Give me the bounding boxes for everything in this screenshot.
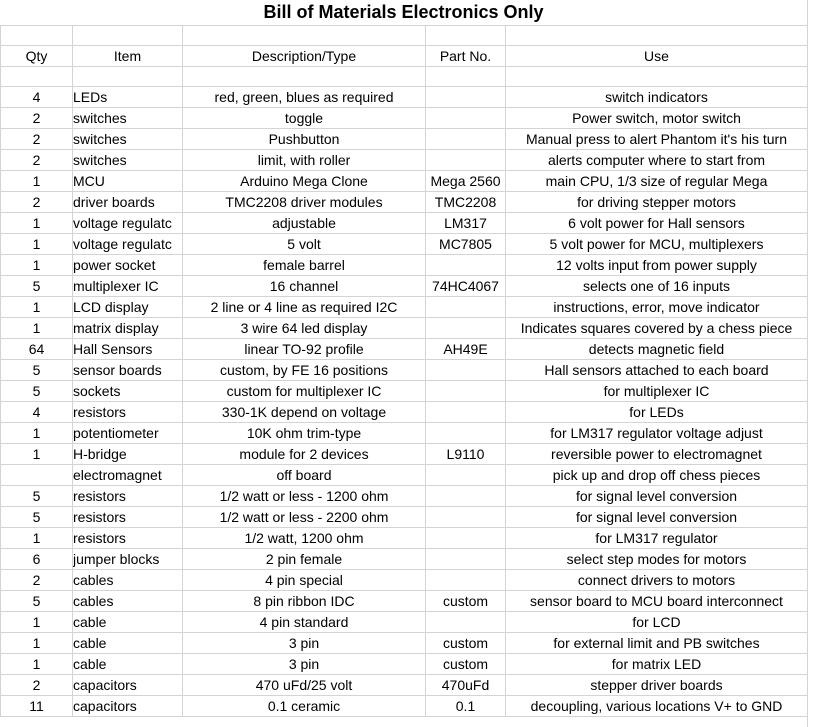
column-gridline: [807, 0, 828, 727]
description-cell[interactable]: Pushbutton: [183, 129, 426, 150]
part-cell[interactable]: MC7805: [426, 234, 506, 255]
part-cell[interactable]: 0.1: [426, 696, 506, 717]
table-row: [1, 402, 808, 423]
cell[interactable]: [506, 67, 808, 87]
item-cell[interactable]: driver boards: [73, 192, 183, 213]
table-row: [1, 633, 808, 654]
item-cell[interactable]: LEDs: [73, 87, 183, 108]
use-cell[interactable]: connect drivers to motors: [506, 570, 808, 591]
use-cell[interactable]: for LM317 regulator voltage adjust: [506, 423, 808, 444]
use-cell[interactable]: for multiplexer IC: [506, 381, 808, 402]
item-cell[interactable]: cable: [73, 633, 183, 654]
header-row: [1, 46, 808, 67]
item-cell[interactable]: capacitors: [73, 696, 183, 717]
bom-table: [0, 25, 808, 717]
item-cell[interactable]: multiplexer IC: [73, 276, 183, 297]
qty-cell[interactable]: 6: [1, 549, 73, 570]
qty-cell[interactable]: 5: [1, 360, 73, 381]
use-cell[interactable]: 12 volts input from power supply: [506, 255, 808, 276]
qty-cell[interactable]: 5: [1, 591, 73, 612]
header-item[interactable]: Item: [73, 46, 183, 67]
part-cell[interactable]: [426, 318, 506, 339]
item-cell[interactable]: jumper blocks: [73, 549, 183, 570]
item-cell[interactable]: potentiometer: [73, 423, 183, 444]
table-row: [1, 570, 808, 591]
part-cell[interactable]: [426, 129, 506, 150]
item-cell[interactable]: resistors: [73, 507, 183, 528]
use-cell[interactable]: main CPU, 1/3 size of regular Mega: [506, 171, 808, 192]
item-cell[interactable]: electromagnet: [73, 465, 183, 486]
part-cell[interactable]: [426, 549, 506, 570]
description-cell[interactable]: custom for multiplexer IC: [183, 381, 426, 402]
description-cell[interactable]: 330-1K depend on voltage: [183, 402, 426, 423]
qty-cell[interactable]: 2: [1, 108, 73, 129]
blank-row: [1, 67, 808, 87]
item-cell[interactable]: cable: [73, 612, 183, 633]
sheet-title: Bill of Materials Electronics Only: [263, 2, 544, 22]
use-cell[interactable]: for LCD: [506, 612, 808, 633]
cell[interactable]: [1, 26, 73, 46]
use-cell[interactable]: alerts computer where to start from: [506, 150, 808, 171]
part-cell[interactable]: [426, 570, 506, 591]
cell[interactable]: [183, 26, 426, 46]
part-cell[interactable]: [426, 150, 506, 171]
part-cell[interactable]: Mega 2560: [426, 171, 506, 192]
part-cell[interactable]: LM317: [426, 213, 506, 234]
use-cell[interactable]: for LEDs: [506, 402, 808, 423]
part-cell[interactable]: [426, 423, 506, 444]
table-row: [1, 129, 808, 150]
table-row: [1, 591, 808, 612]
description-cell[interactable]: 4 pin special: [183, 570, 426, 591]
item-cell[interactable]: switches: [73, 108, 183, 129]
use-cell[interactable]: sensor board to MCU board interconnect: [506, 591, 808, 612]
qty-cell[interactable]: 1: [1, 612, 73, 633]
item-cell[interactable]: MCU: [73, 171, 183, 192]
cell[interactable]: [183, 67, 426, 87]
use-cell[interactable]: selects one of 16 inputs: [506, 276, 808, 297]
qty-cell[interactable]: 2: [1, 150, 73, 171]
item-cell[interactable]: resistors: [73, 402, 183, 423]
description-cell[interactable]: toggle: [183, 108, 426, 129]
qty-cell[interactable]: 1: [1, 255, 73, 276]
use-cell[interactable]: decoupling, various locations V+ to GND: [506, 696, 808, 717]
description-cell[interactable]: 8 pin ribbon IDC: [183, 591, 426, 612]
qty-cell[interactable]: 1: [1, 528, 73, 549]
qty-cell[interactable]: 64: [1, 339, 73, 360]
table-row: [1, 234, 808, 255]
table-row: [1, 444, 808, 465]
description-cell[interactable]: adjustable: [183, 213, 426, 234]
table-row: [1, 339, 808, 360]
part-cell[interactable]: 470uFd: [426, 675, 506, 696]
description-cell[interactable]: linear TO-92 profile: [183, 339, 426, 360]
description-cell[interactable]: 10K ohm trim-type: [183, 423, 426, 444]
use-cell[interactable]: pick up and drop off chess pieces: [506, 465, 808, 486]
item-cell[interactable]: H-bridge: [73, 444, 183, 465]
qty-cell[interactable]: 1: [1, 171, 73, 192]
use-cell[interactable]: switch indicators: [506, 87, 808, 108]
description-cell[interactable]: 3 wire 64 led display: [183, 318, 426, 339]
part-cell[interactable]: custom: [426, 591, 506, 612]
item-cell[interactable]: capacitors: [73, 675, 183, 696]
header-qty[interactable]: Qty: [1, 46, 73, 67]
table-row: [1, 675, 808, 696]
use-cell[interactable]: stepper driver boards: [506, 675, 808, 696]
use-cell[interactable]: Indicates squares covered by a chess piece: [506, 318, 808, 339]
item-cell[interactable]: Hall Sensors: [73, 339, 183, 360]
use-cell[interactable]: for signal level conversion: [506, 486, 808, 507]
part-cell[interactable]: [426, 402, 506, 423]
qty-cell[interactable]: 4: [1, 87, 73, 108]
use-cell[interactable]: 5 volt power for MCU, multiplexers: [506, 234, 808, 255]
table-row: [1, 612, 808, 633]
description-cell[interactable]: off board: [183, 465, 426, 486]
part-cell[interactable]: TMC2208: [426, 192, 506, 213]
part-cell[interactable]: L9110: [426, 444, 506, 465]
table-row: [1, 297, 808, 318]
description-cell[interactable]: 2 line or 4 line as required I2C: [183, 297, 426, 318]
qty-cell[interactable]: 2: [1, 129, 73, 150]
item-cell[interactable]: cable: [73, 654, 183, 675]
use-cell[interactable]: for external limit and PB switches: [506, 633, 808, 654]
description-cell[interactable]: 16 channel: [183, 276, 426, 297]
description-cell[interactable]: 5 volt: [183, 234, 426, 255]
table-row: [1, 654, 808, 675]
header-part[interactable]: Part No.: [426, 46, 506, 67]
blank-row: [1, 26, 808, 46]
qty-cell[interactable]: 2: [1, 192, 73, 213]
part-cell[interactable]: [426, 255, 506, 276]
use-cell[interactable]: instructions, error, move indicator: [506, 297, 808, 318]
cell[interactable]: [506, 26, 808, 46]
qty-cell[interactable]: 11: [1, 696, 73, 717]
use-cell[interactable]: for signal level conversion: [506, 507, 808, 528]
description-cell[interactable]: limit, with roller: [183, 150, 426, 171]
qty-cell[interactable]: 5: [1, 486, 73, 507]
part-cell[interactable]: [426, 507, 506, 528]
use-cell[interactable]: Hall sensors attached to each board: [506, 360, 808, 381]
description-cell[interactable]: 1/2 watt or less - 1200 ohm: [183, 486, 426, 507]
table-row: [1, 192, 808, 213]
description-cell[interactable]: 3 pin: [183, 654, 426, 675]
use-cell[interactable]: Manual press to alert Phantom it's his turn: [506, 129, 808, 150]
part-cell[interactable]: [426, 528, 506, 549]
description-cell[interactable]: 1/2 watt or less - 2200 ohm: [183, 507, 426, 528]
table-row: [1, 318, 808, 339]
description-cell[interactable]: 2 pin female: [183, 549, 426, 570]
use-cell[interactable]: Power switch, motor switch: [506, 108, 808, 129]
part-cell[interactable]: [426, 486, 506, 507]
item-cell[interactable]: switches: [73, 129, 183, 150]
part-cell[interactable]: custom: [426, 654, 506, 675]
table-row: [1, 549, 808, 570]
part-cell[interactable]: [426, 381, 506, 402]
description-cell[interactable]: red, green, blues as required: [183, 87, 426, 108]
part-cell[interactable]: custom: [426, 633, 506, 654]
cell[interactable]: [1, 67, 73, 87]
table-row: [1, 360, 808, 381]
table-row: [1, 423, 808, 444]
item-cell[interactable]: power socket: [73, 255, 183, 276]
description-cell[interactable]: 1/2 watt, 1200 ohm: [183, 528, 426, 549]
table-row: [1, 150, 808, 171]
description-cell[interactable]: custom, by FE 16 positions: [183, 360, 426, 381]
part-cell[interactable]: [426, 297, 506, 318]
qty-cell[interactable]: 1: [1, 234, 73, 255]
table-row: [1, 213, 808, 234]
item-cell[interactable]: resistors: [73, 528, 183, 549]
table-row: [1, 381, 808, 402]
cell[interactable]: [426, 67, 506, 87]
use-cell[interactable]: for matrix LED: [506, 654, 808, 675]
qty-cell[interactable]: 5: [1, 381, 73, 402]
description-cell[interactable]: 3 pin: [183, 633, 426, 654]
use-cell[interactable]: for LM317 regulator: [506, 528, 808, 549]
use-cell[interactable]: select step modes for motors: [506, 549, 808, 570]
part-cell[interactable]: 74HC4067: [426, 276, 506, 297]
table-row: [1, 696, 808, 717]
description-cell[interactable]: 4 pin standard: [183, 612, 426, 633]
qty-cell[interactable]: 2: [1, 570, 73, 591]
item-cell[interactable]: switches: [73, 150, 183, 171]
qty-cell[interactable]: 1: [1, 444, 73, 465]
item-cell[interactable]: voltage regulatc: [73, 234, 183, 255]
table-row: [1, 108, 808, 129]
cell[interactable]: [73, 67, 183, 87]
qty-cell[interactable]: 1: [1, 423, 73, 444]
description-cell[interactable]: Arduino Mega Clone: [183, 171, 426, 192]
qty-cell[interactable]: 4: [1, 402, 73, 423]
description-cell[interactable]: 470 uFd/25 volt: [183, 675, 426, 696]
description-cell[interactable]: TMC2208 driver modules: [183, 192, 426, 213]
table-row: [1, 486, 808, 507]
description-cell[interactable]: female barrel: [183, 255, 426, 276]
qty-cell[interactable]: 5: [1, 276, 73, 297]
table-row: [1, 276, 808, 297]
part-cell[interactable]: [426, 612, 506, 633]
description-cell[interactable]: module for 2 devices: [183, 444, 426, 465]
table-row: [1, 528, 808, 549]
qty-cell[interactable]: 1: [1, 654, 73, 675]
part-cell[interactable]: [426, 360, 506, 381]
table-row: [1, 255, 808, 276]
part-cell[interactable]: [426, 108, 506, 129]
item-cell[interactable]: voltage regulatc: [73, 213, 183, 234]
table-row: [1, 87, 808, 108]
use-cell[interactable]: for driving stepper motors: [506, 192, 808, 213]
item-cell[interactable]: sensor boards: [73, 360, 183, 381]
part-cell[interactable]: AH49E: [426, 339, 506, 360]
qty-cell[interactable]: 1: [1, 297, 73, 318]
cell[interactable]: [73, 26, 183, 46]
qty-cell[interactable]: 1: [1, 213, 73, 234]
qty-cell[interactable]: [1, 465, 73, 486]
part-cell[interactable]: [426, 87, 506, 108]
item-cell[interactable]: LCD display: [73, 297, 183, 318]
qty-cell[interactable]: 2: [1, 675, 73, 696]
cell[interactable]: [426, 26, 506, 46]
header-description[interactable]: Description/Type: [183, 46, 426, 67]
header-use[interactable]: Use: [506, 46, 808, 67]
table-row: [1, 465, 808, 486]
item-cell[interactable]: cables: [73, 570, 183, 591]
item-cell[interactable]: resistors: [73, 486, 183, 507]
qty-cell[interactable]: 5: [1, 507, 73, 528]
table-row: [1, 507, 808, 528]
item-cell[interactable]: matrix display: [73, 318, 183, 339]
use-cell[interactable]: reversible power to electromagnet: [506, 444, 808, 465]
use-cell[interactable]: detects magnetic field: [506, 339, 808, 360]
part-cell[interactable]: [426, 465, 506, 486]
qty-cell[interactable]: 1: [1, 633, 73, 654]
qty-cell[interactable]: 1: [1, 318, 73, 339]
item-cell[interactable]: sockets: [73, 381, 183, 402]
item-cell[interactable]: cables: [73, 591, 183, 612]
description-cell[interactable]: 0.1 ceramic: [183, 696, 426, 717]
use-cell[interactable]: 6 volt power for Hall sensors: [506, 213, 808, 234]
table-row: [1, 171, 808, 192]
